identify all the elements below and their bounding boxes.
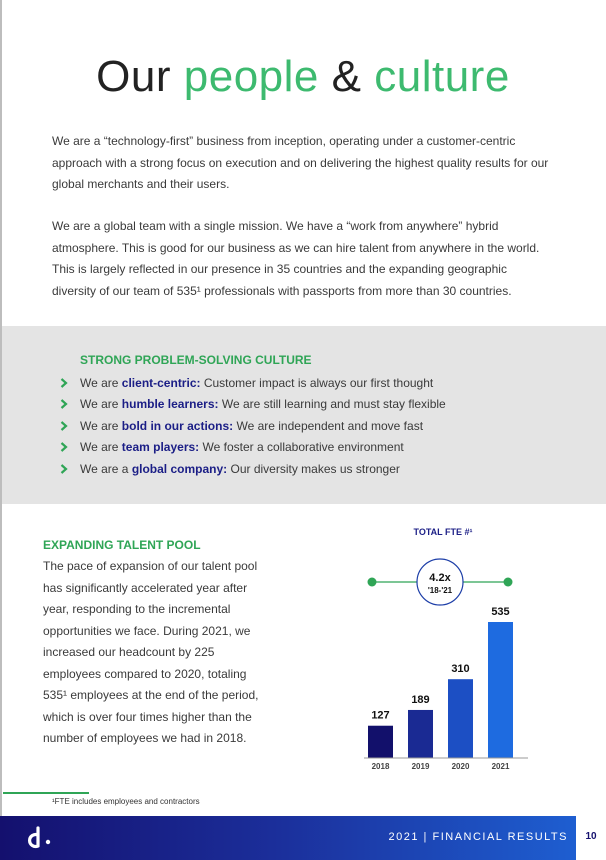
culture-item-prefix: We are	[80, 418, 122, 433]
culture-item	[60, 394, 446, 416]
growth-multiple-period: '18-'21	[427, 586, 453, 595]
fte-bar-chart	[356, 520, 536, 775]
x-tick-label: 2021	[491, 762, 510, 771]
x-tick-label: 2020	[451, 762, 470, 771]
culture-item-text: We foster a collaborative environment	[199, 440, 404, 455]
title-word-culture: culture	[374, 52, 510, 101]
culture-item-text: Customer impact is always our first thought	[200, 375, 434, 390]
culture-list	[60, 372, 446, 480]
culture-item-text: We are independent and move fast	[233, 418, 424, 433]
bar-2020	[448, 679, 473, 758]
bar-2021	[488, 622, 513, 758]
dlocal-logo	[26, 824, 66, 852]
culture-item-text: We are still learning and must stay flexible	[218, 397, 446, 412]
page-number: 10	[585, 831, 597, 842]
intro-paragraph-1: We are a “technology-first” business from inception, operating under a customer-centric approach with a strong focus on execution and on delivering the highest quality results for our global merchants and their users.	[52, 134, 549, 191]
culture-item	[60, 415, 446, 437]
bar-value-label: 310	[451, 663, 470, 676]
footer-report-label: 2021 | FINANCIAL RESULTS	[388, 831, 568, 843]
culture-item-keyword: global company:	[131, 461, 228, 476]
culture-item-keyword: bold in our actions:	[121, 418, 234, 433]
page-title	[0, 52, 606, 102]
x-tick-label: 2019	[411, 762, 430, 771]
culture-item-keyword: client-centric:	[121, 375, 201, 390]
bar-value-label: 127	[371, 709, 390, 722]
culture-item-prefix: We are	[80, 440, 122, 455]
chevron-right-icon	[60, 442, 80, 452]
chevron-right-icon	[60, 421, 80, 431]
chart-title: TOTAL FTE #¹	[413, 527, 473, 537]
intro-paragraph-2: We are a global team with a single mission. We have a “work from anywhere” hybrid atmosphere. This is good for our business as we can hire talent from anywhere in the world. This is largely reflected in our presence in 35 countries and the expanding geographic diversity of our team of 535¹ professionals with passports from more than 30 countries.	[52, 219, 540, 298]
growth-dot-end	[504, 578, 513, 587]
bar-2019	[408, 710, 433, 758]
growth-multiple-value: 4.2x	[429, 572, 451, 584]
footnote-rule	[3, 792, 89, 794]
culture-item-text: Our diversity makes us stronger	[227, 461, 400, 476]
culture-item-prefix: We are	[80, 375, 122, 390]
culture-item-keyword: team players:	[121, 440, 200, 455]
bar-value-label: 189	[411, 693, 430, 706]
culture-item-keyword: humble learners:	[121, 397, 219, 412]
footnote: ¹FTE includes employees and contractors	[52, 797, 200, 806]
culture-item-prefix: We are a	[80, 461, 132, 476]
bar-value-label: 535	[491, 606, 510, 618]
culture-heading: STRONG PROBLEM-SOLVING CULTURE	[80, 353, 312, 367]
title-word-our: Our	[96, 52, 172, 101]
bar-2018	[368, 726, 393, 758]
chart-bars	[368, 606, 513, 771]
chevron-right-icon	[60, 464, 80, 474]
title-ampersand: &	[331, 52, 362, 101]
talent-paragraph: The pace of expansion of our talent pool has significantly accelerated year after year, responding to the incremental opportunities we face. During 2021, we increased our headcount by 225 employees compared to 2020, totaling 535¹ employees at the end of the period, which is over four times higher than the number of employees we had in 2018.	[43, 559, 259, 745]
growth-dot-start	[368, 578, 377, 587]
chevron-right-icon	[60, 399, 80, 409]
chevron-right-icon	[60, 378, 80, 388]
talent-heading: EXPANDING TALENT POOL	[43, 538, 201, 552]
title-word-people: people	[183, 52, 319, 101]
culture-item-prefix: We are	[80, 397, 122, 412]
culture-item	[60, 437, 446, 459]
page-footer	[0, 816, 606, 860]
culture-item	[60, 458, 446, 480]
x-tick-label: 2018	[371, 762, 390, 771]
culture-item	[60, 372, 446, 394]
